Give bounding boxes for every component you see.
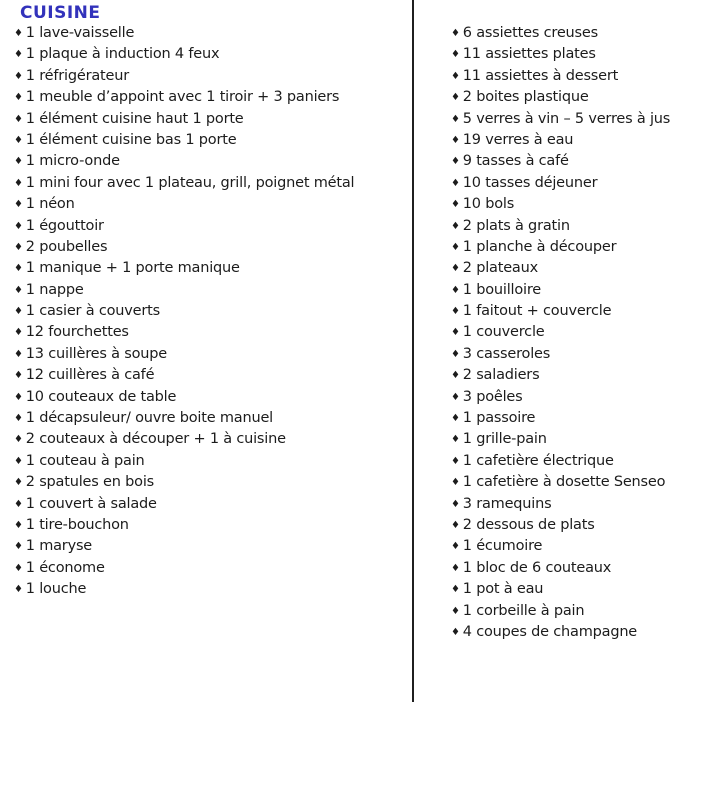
diamond-bullet-icon: ♦ [14,220,23,232]
list-item [451,258,717,279]
list-item [14,23,406,44]
item-text: 3 casseroles [462,345,551,362]
diamond-bullet-icon: ♦ [451,605,460,617]
diamond-bullet-icon: ♦ [14,156,23,168]
list-item [14,322,406,343]
diamond-bullet-icon: ♦ [451,113,460,125]
item-text: 1 planche à découper [462,238,617,255]
diamond-bullet-icon: ♦ [14,370,23,382]
diamond-bullet-icon: ♦ [14,70,23,82]
diamond-bullet-icon: ♦ [451,92,460,104]
list-item [451,194,717,215]
list-item [14,365,406,386]
list-item [14,387,406,408]
item-text: 2 plats à gratin [462,217,570,234]
item-text: 1 casier à couverts [25,303,160,320]
item-text: 9 tasses à café [462,153,569,170]
diamond-bullet-icon: ♦ [451,134,460,146]
item-text: 1 nappe [25,281,84,298]
item-text: 1 écumoire [462,538,543,555]
item-text: 1 maryse [25,538,93,555]
item-text: 2 plateaux [462,260,538,277]
diamond-bullet-icon: ♦ [451,70,460,82]
item-text: 1 grille-pain [462,431,547,448]
diamond-bullet-icon: ♦ [14,541,23,553]
list-item [14,472,406,493]
diamond-bullet-icon: ♦ [451,434,460,446]
list-item [14,536,406,557]
item-text: 1 cafetière à dosette Senseo [462,474,666,491]
item-text: 1 égouttoir [25,217,104,234]
item-text: 1 néon [25,196,75,213]
list-item [451,472,717,493]
diamond-bullet-icon: ♦ [451,199,460,211]
list-item [14,579,406,600]
item-text: 10 couteaux de table [25,388,177,405]
item-text: 11 assiettes à dessert [462,67,619,84]
item-text: 1 mini four avec 1 plateau, grill, poignet métal [25,174,355,191]
item-text: 1 couteau à pain [25,452,145,469]
diamond-bullet-icon: ♦ [451,413,460,425]
diamond-bullet-icon: ♦ [14,413,23,425]
item-text: 1 couvercle [462,324,545,341]
item-text: 1 pot à eau [462,581,544,598]
item-text: 2 saladiers [462,367,540,384]
list-item [14,194,406,215]
item-text: 1 bouilloire [462,281,542,298]
list-item [451,23,717,44]
page-title: CUISINE [20,3,101,23]
right-column [451,23,717,643]
diamond-bullet-icon: ♦ [14,113,23,125]
list-item [14,237,406,258]
list-item [14,451,406,472]
diamond-bullet-icon: ♦ [14,327,23,339]
list-item [451,130,717,151]
diamond-bullet-icon: ♦ [14,306,23,318]
list-item [451,536,717,557]
diamond-bullet-icon: ♦ [14,284,23,296]
diamond-bullet-icon: ♦ [451,306,460,318]
diamond-bullet-icon: ♦ [451,477,460,489]
diamond-bullet-icon: ♦ [14,584,23,596]
item-text: 1 économe [25,559,105,576]
list-item [451,151,717,172]
list-item [14,151,406,172]
diamond-bullet-icon: ♦ [451,562,460,574]
item-text: 11 assiettes plates [462,46,596,63]
list-item [451,173,717,194]
item-text: 3 ramequins [462,495,552,512]
item-text: 6 assiettes creuses [462,25,598,41]
item-text: 1 plaque à induction 4 feux [25,46,220,63]
list-item [451,237,717,258]
diamond-bullet-icon: ♦ [14,498,23,510]
diamond-bullet-icon: ♦ [14,241,23,253]
item-text: 1 cafetière électrique [462,452,614,469]
list-item [451,429,717,450]
list-item [451,109,717,130]
item-text: 1 faitout + couvercle [462,303,612,320]
list-item [451,494,717,515]
list-item [451,365,717,386]
diamond-bullet-icon: ♦ [451,391,460,403]
diamond-bullet-icon: ♦ [451,284,460,296]
item-text: 10 tasses déjeuner [462,174,598,191]
list-item [451,558,717,579]
diamond-bullet-icon: ♦ [14,177,23,189]
list-item [14,216,406,237]
list-item [451,66,717,87]
diamond-bullet-icon: ♦ [451,348,460,360]
list-item [14,87,406,108]
diamond-bullet-icon: ♦ [451,541,460,553]
list-item [14,173,406,194]
item-text: 19 verres à eau [462,131,574,148]
item-text: 1 élément cuisine bas 1 porte [25,131,237,148]
item-text: 1 bloc de 6 couteaux [462,559,612,576]
list-item [14,515,406,536]
diamond-bullet-icon: ♦ [14,92,23,104]
list-item [451,387,717,408]
item-text: 1 louche [25,581,87,598]
list-item [451,451,717,472]
item-text: 1 réfrigérateur [25,67,129,84]
list-item [451,44,717,65]
diamond-bullet-icon: ♦ [14,455,23,467]
diamond-bullet-icon: ♦ [14,49,23,61]
column-divider [412,0,414,702]
list-item [451,322,717,343]
diamond-bullet-icon: ♦ [14,434,23,446]
list-item [451,280,717,301]
diamond-bullet-icon: ♦ [451,220,460,232]
item-text: 1 lave-vaisselle [25,25,135,41]
diamond-bullet-icon: ♦ [451,584,460,596]
diamond-bullet-icon: ♦ [14,263,23,275]
list-item [14,258,406,279]
item-text: 1 couvert à salade [25,495,157,512]
diamond-bullet-icon: ♦ [14,391,23,403]
item-text: 1 micro-onde [25,153,120,170]
diamond-bullet-icon: ♦ [14,134,23,146]
diamond-bullet-icon: ♦ [451,498,460,510]
item-text: 2 spatules en bois [25,474,155,491]
list-item [14,429,406,450]
item-text: 1 élément cuisine haut 1 porte [25,110,244,127]
diamond-bullet-icon: ♦ [14,199,23,211]
diamond-bullet-icon: ♦ [14,562,23,574]
diamond-bullet-icon: ♦ [451,28,460,39]
item-text: 12 fourchettes [25,324,129,341]
item-text: 5 verres à vin – 5 verres à jus [462,110,671,127]
diamond-bullet-icon: ♦ [451,519,460,531]
list-item [451,344,717,365]
item-text: 2 dessous de plats [462,516,595,533]
list-item [451,579,717,600]
list-item [14,301,406,322]
list-item [14,109,406,130]
list-item [14,558,406,579]
item-text: 1 manique + 1 porte manique [25,260,240,277]
item-text: 1 passoire [462,410,536,427]
list-item [14,408,406,429]
diamond-bullet-icon: ♦ [14,28,23,39]
list-item [451,87,717,108]
list-item [14,494,406,515]
diamond-bullet-icon: ♦ [451,455,460,467]
item-text: 4 coupes de champagne [462,623,638,640]
item-text: 10 bols [462,196,515,213]
item-text: 3 poêles [462,388,523,405]
diamond-bullet-icon: ♦ [14,519,23,531]
list-item [14,130,406,151]
list-item [14,44,406,65]
diamond-bullet-icon: ♦ [451,263,460,275]
item-text: 13 cuillères à soupe [25,345,167,362]
diamond-bullet-icon: ♦ [451,49,460,61]
list-item [451,408,717,429]
diamond-bullet-icon: ♦ [451,626,460,638]
list-item [451,515,717,536]
diamond-bullet-icon: ♦ [451,370,460,382]
item-text: 2 boites plastique [462,89,589,106]
item-text: 2 couteaux à découper + 1 à cuisine [25,431,286,448]
item-text: 12 cuillères à café [25,367,155,384]
diamond-bullet-icon: ♦ [451,241,460,253]
list-item [451,216,717,237]
list-item [451,622,717,643]
diamond-bullet-icon: ♦ [14,348,23,360]
diamond-bullet-icon: ♦ [451,327,460,339]
left-column [14,23,406,601]
list-item [451,601,717,622]
item-text: 1 tire-bouchon [25,516,129,533]
item-text: 1 décapsuleur/ ouvre boite manuel [25,410,274,427]
diamond-bullet-icon: ♦ [451,156,460,168]
diamond-bullet-icon: ♦ [14,477,23,489]
list-item [14,344,406,365]
diamond-bullet-icon: ♦ [451,177,460,189]
item-text: 2 poubelles [25,238,108,255]
list-item [14,280,406,301]
item-text: 1 corbeille à pain [462,602,585,619]
item-text: 1 meuble d’appoint avec 1 tiroir + 3 paniers [25,89,340,106]
list-item [14,66,406,87]
list-item [451,301,717,322]
